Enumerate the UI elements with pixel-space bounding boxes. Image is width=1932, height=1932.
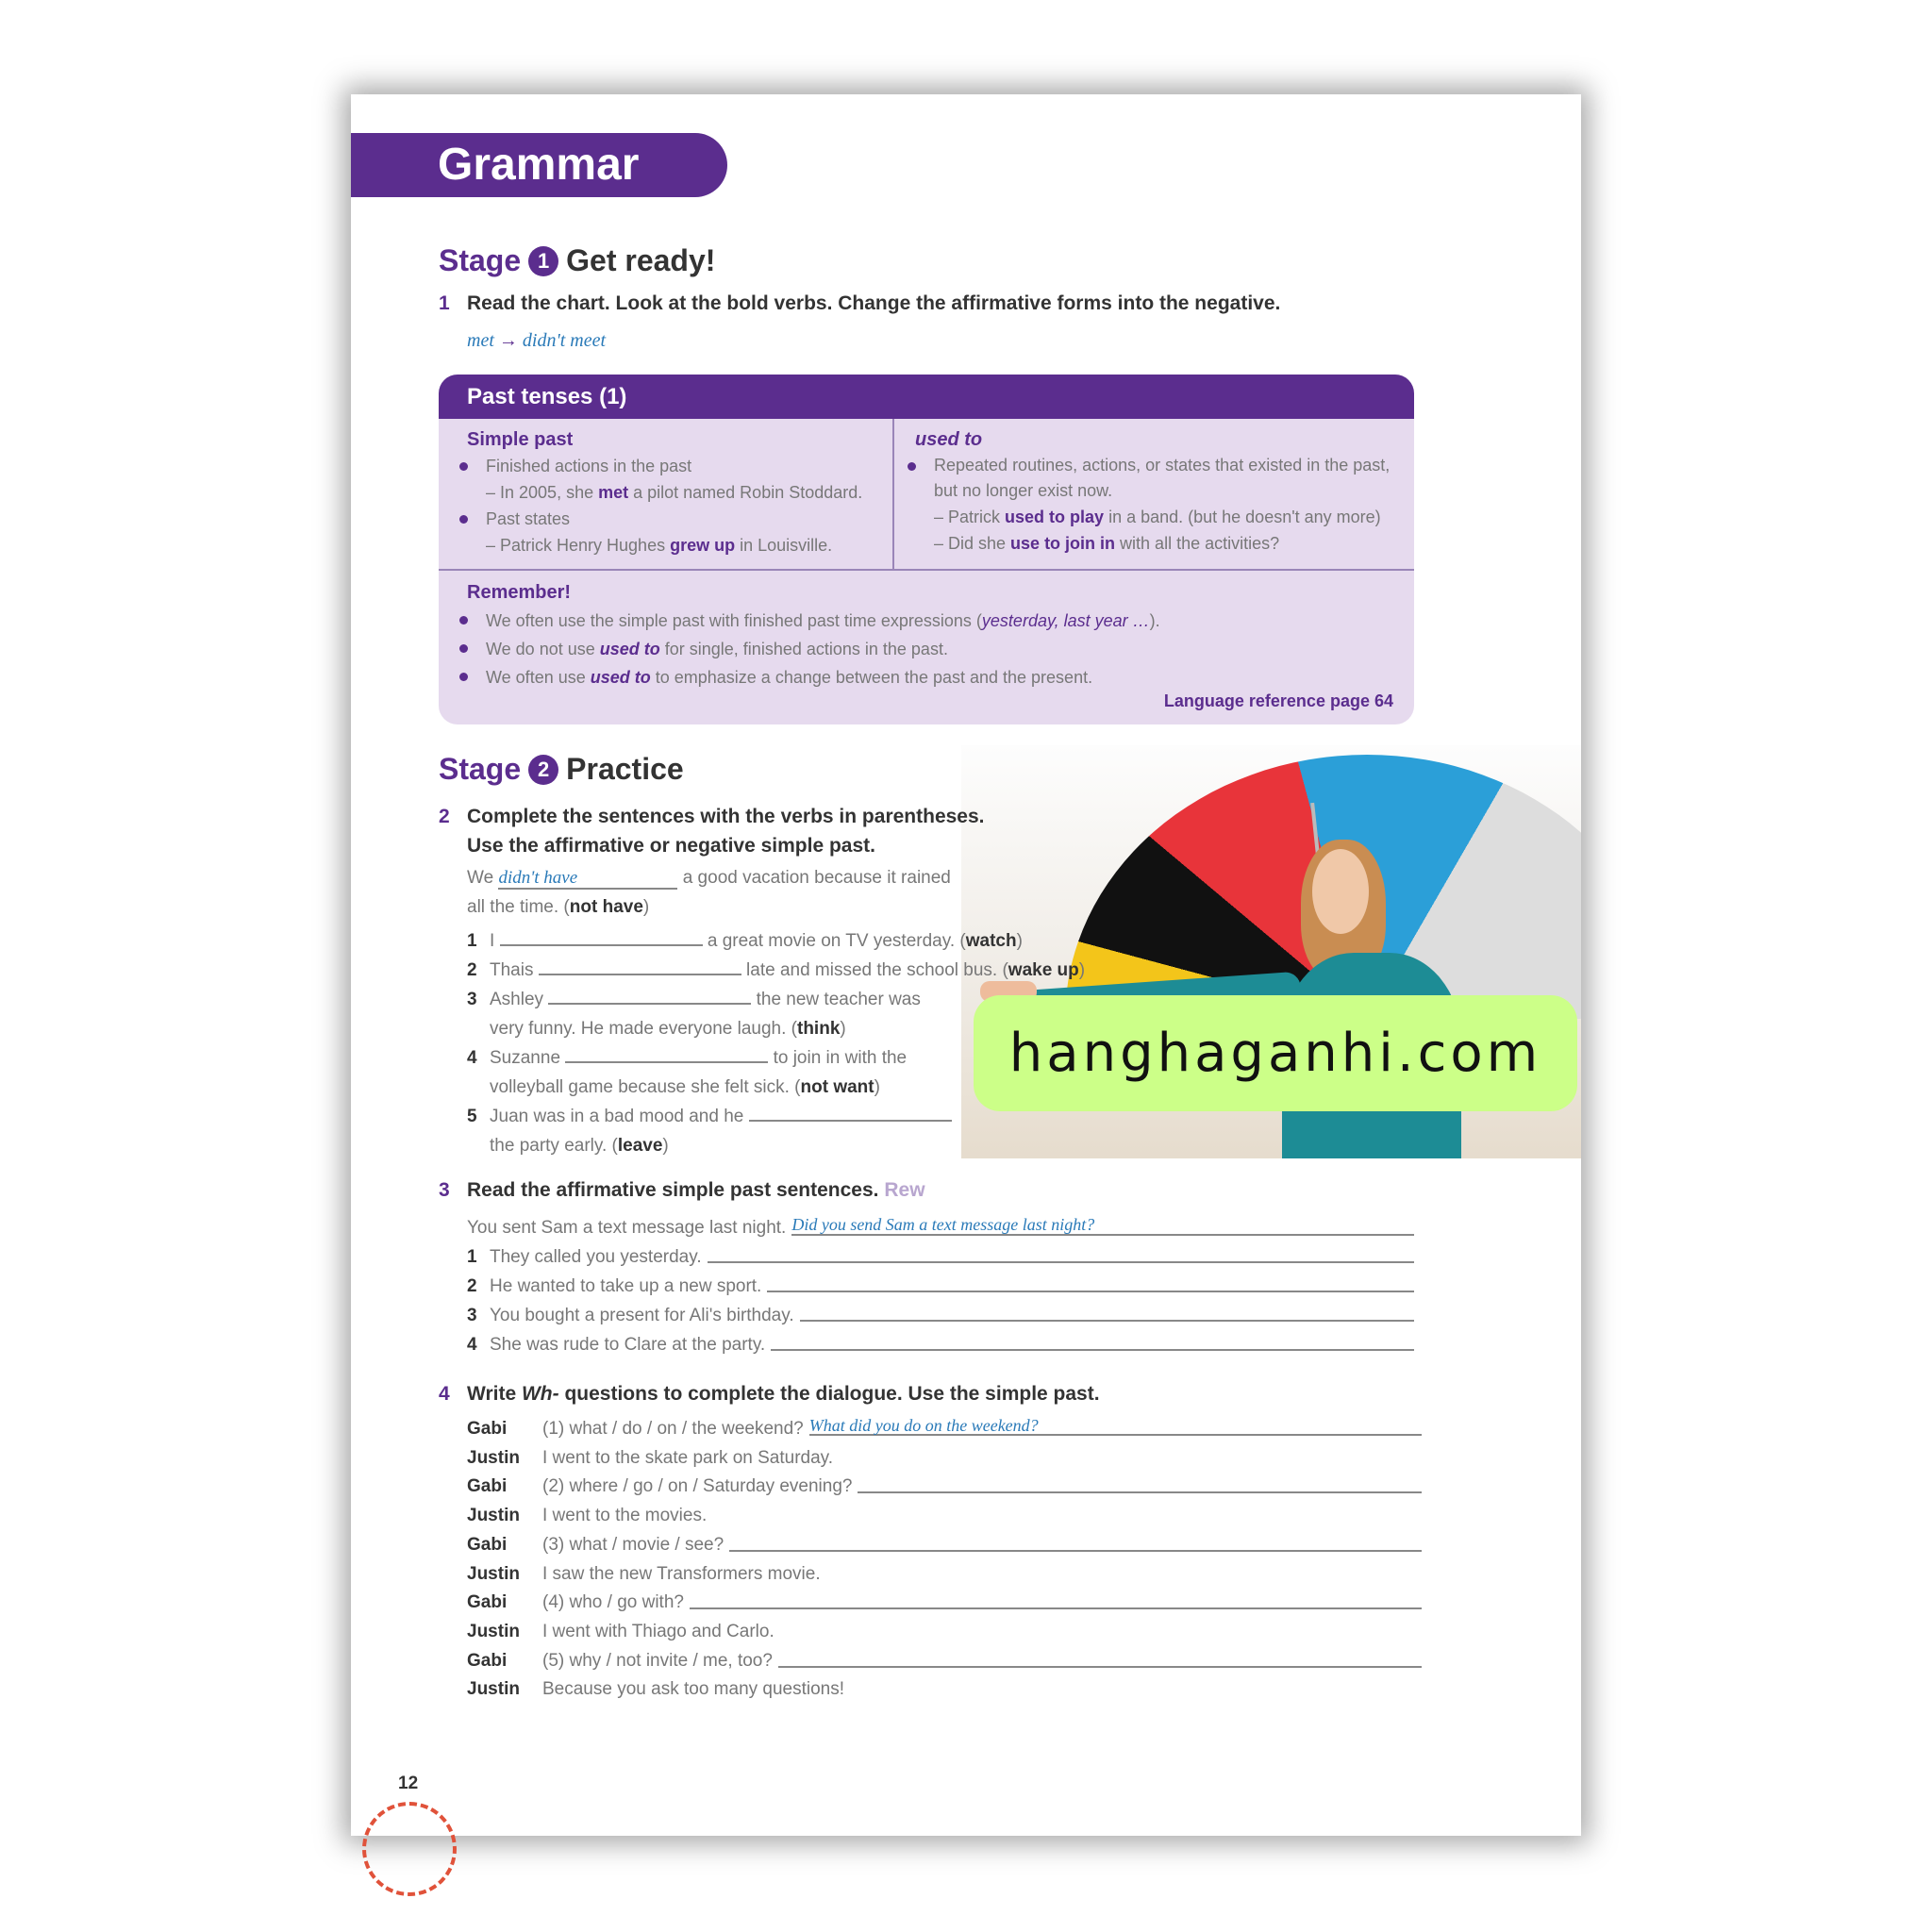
instr-bold: bold	[726, 292, 769, 314]
t: Juan was in a bad mood and he	[490, 1107, 744, 1126]
speaker: Justin	[467, 1679, 520, 1700]
exercise-number: 2	[439, 806, 450, 827]
speaker: Gabi	[467, 1650, 508, 1671]
exercise-item: 4 Suzanne to join in with the volleyball game because she felt sick. (not want)	[467, 1043, 1146, 1102]
t: with all the activities?	[1115, 534, 1280, 553]
t: ).	[1149, 611, 1160, 630]
t: volleyball game because she felt sick. (	[490, 1077, 801, 1097]
prompt: (2) where / go / on / Saturday evening?	[542, 1476, 853, 1497]
t: Wh-	[521, 1383, 559, 1405]
t: Read the affirmative simple past sentences.	[467, 1179, 879, 1201]
t: yesterday, last year …	[981, 611, 1150, 630]
verb: not have	[569, 897, 643, 917]
simple-past-column	[439, 419, 894, 569]
exercise-item: 2 Thais late and missed the school bus. (wake up)	[467, 956, 1146, 985]
t: used to	[599, 640, 660, 658]
t: I	[490, 931, 495, 951]
page-corner-decoration	[362, 1802, 457, 1896]
prompt: (4) who / go with?	[542, 1592, 684, 1613]
prompt: (3) what / movie / see?	[542, 1534, 724, 1555]
t: a good vacation because it rained	[677, 868, 951, 888]
verb: think	[797, 1019, 841, 1039]
speaker: Justin	[467, 1506, 520, 1526]
t: a great movie on TV yesterday. (	[707, 931, 966, 951]
t: Rew	[884, 1179, 925, 1201]
t: Ashley	[490, 990, 544, 1009]
example-from: met	[467, 330, 494, 351]
dialogue-line	[467, 1618, 1422, 1647]
stage-1-heading	[439, 243, 715, 278]
t: to emphasize a change between the past and the present.	[650, 668, 1093, 687]
dialogue-line	[467, 1589, 1422, 1618]
verb: leave	[617, 1136, 663, 1156]
answer-blank[interactable]	[800, 1301, 1414, 1322]
reply: Because you ask too many questions!	[542, 1679, 845, 1700]
speaker: Justin	[467, 1621, 520, 1641]
t: the new teacher was	[756, 990, 921, 1009]
t: very funny. He made everyone laugh. (	[490, 1019, 797, 1039]
answer-blank[interactable]	[690, 1589, 1422, 1609]
n: 4	[467, 1335, 477, 1355]
answer-blank[interactable]	[708, 1242, 1414, 1263]
bullet	[467, 635, 1414, 663]
exercise-item: 3 Ashley the new teacher was very funny. He made everyone laugh. (think)	[467, 985, 1146, 1043]
bullet: Repeated routines, actions, or states that existed in the past, but no longer exist now.	[915, 453, 1414, 504]
instr-text: Read the chart. Look at the	[467, 292, 727, 314]
n: 1	[467, 1247, 477, 1267]
stage-label: Stage	[439, 752, 522, 786]
remember-heading: Remember!	[467, 582, 572, 603]
exercise-1-example	[467, 330, 606, 352]
t: )	[642, 897, 650, 917]
dialogue-line	[467, 1444, 1422, 1474]
grammar-chart-box	[439, 375, 1414, 724]
t: Thais	[490, 960, 534, 980]
chart-title: Past tenses (1)	[439, 375, 1414, 419]
t: to join in with the	[773, 1048, 908, 1068]
answer-blank[interactable]	[771, 1330, 1414, 1351]
stage-2-heading	[439, 752, 684, 787]
example	[915, 504, 1414, 530]
speaker: Justin	[467, 1563, 520, 1584]
dialogue-line	[467, 1675, 1422, 1705]
t: – Patrick Henry Hughes	[486, 536, 671, 555]
answer-blank[interactable]	[548, 988, 751, 1005]
answer-blank[interactable]	[858, 1473, 1422, 1493]
n: 4	[467, 1048, 477, 1068]
exercise-1-instruction	[439, 292, 1280, 315]
verb: wake up	[1008, 960, 1079, 980]
speaker: Gabi	[467, 1592, 508, 1613]
answer-blank[interactable]	[749, 1105, 952, 1122]
section-banner: Grammar	[351, 133, 727, 197]
example-answer: didn't have	[498, 869, 677, 890]
t: questions to complete the dialogue. Use the simple past.	[558, 1383, 1100, 1405]
reply: I went to the skate park on Saturday.	[542, 1447, 834, 1468]
answer-blank[interactable]	[565, 1046, 768, 1063]
arrow-right-icon: →	[498, 330, 518, 351]
t: We	[467, 868, 499, 888]
bullet: Past states	[467, 506, 892, 532]
answer-blank[interactable]	[767, 1272, 1414, 1292]
t: He wanted to take up a new sport.	[490, 1276, 762, 1296]
reply: I went with Thiago and Carlo.	[542, 1621, 774, 1641]
t: used to	[590, 668, 651, 687]
t: Write	[467, 1383, 522, 1405]
verb: watch	[965, 931, 1017, 951]
dialogue-line	[467, 1531, 1422, 1560]
exercise-number: 1	[439, 292, 450, 314]
t: Use the affirmative or negative simple past.	[467, 835, 875, 857]
t: They called you yesterday.	[490, 1247, 702, 1267]
bullet: Finished actions in the past	[467, 453, 892, 479]
t: – In 2005, she	[486, 483, 599, 502]
example	[915, 530, 1414, 557]
n: 3	[467, 1306, 477, 1325]
stage-number-badge: 2	[528, 755, 558, 785]
exercise-item	[467, 1330, 1414, 1359]
exercise-number: 4	[439, 1383, 450, 1405]
answer-blank[interactable]	[500, 929, 703, 946]
dialogue-line	[467, 1473, 1422, 1502]
stage-label: Stage	[439, 243, 522, 277]
t: You sent Sam a text message last night.	[467, 1218, 787, 1238]
exercise-2-instruction	[439, 802, 985, 860]
stage-title: Practice	[566, 752, 684, 786]
n: 1	[467, 931, 477, 951]
bullet	[467, 607, 1414, 635]
t: Complete the sentences with the verbs in parentheses.	[467, 806, 985, 827]
example-answer: What did you do on the weekend?	[809, 1415, 1422, 1436]
verb: not want	[800, 1077, 874, 1097]
exercise-item	[467, 1301, 1414, 1330]
used-to-column	[896, 419, 1414, 569]
speaker: Gabi	[467, 1476, 508, 1497]
answer-blank[interactable]	[729, 1531, 1422, 1552]
t: Suzanne	[490, 1048, 561, 1068]
prompt: (5) why / not invite / me, too?	[542, 1650, 773, 1671]
t: all the time. (	[467, 897, 570, 917]
t: – Did she	[934, 534, 1011, 553]
speaker: Gabi	[467, 1419, 508, 1439]
column-heading: Simple past	[467, 429, 574, 450]
example-to: didn't meet	[522, 330, 607, 351]
exercise-4-instruction	[439, 1383, 1100, 1406]
t: for single, finished actions in the past.	[659, 640, 948, 658]
t: in a band. (but he doesn't any more)	[1104, 508, 1381, 526]
verb: met	[598, 483, 629, 502]
dialogue-line	[467, 1415, 1422, 1444]
t: We often use	[486, 668, 591, 687]
t: We do not use	[486, 640, 600, 658]
exercise-item	[467, 1272, 1414, 1301]
t: late and missed the school bus. (	[746, 960, 1008, 980]
t: a pilot named Robin Stoddard.	[628, 483, 863, 502]
language-reference-link[interactable]: Language reference page 64	[1163, 691, 1393, 710]
verb: use to join in	[1010, 534, 1116, 553]
dialogue-line	[467, 1560, 1422, 1590]
exercise-item: 5 Juan was in a bad mood and he the party early. (leave)	[467, 1102, 1146, 1160]
instr-text: verbs. Change the affirmative forms into the negative.	[768, 292, 1281, 314]
workbook-page	[351, 94, 1581, 1836]
dialogue-line	[467, 1647, 1422, 1676]
n: 3	[467, 990, 477, 1009]
dialogue	[467, 1415, 1422, 1705]
n: 2	[467, 960, 477, 980]
exercise-item: 1 I a great movie on TV yesterday. (watch)	[467, 926, 1146, 956]
answer-blank[interactable]	[778, 1647, 1422, 1668]
exercise-3-body	[467, 1213, 1414, 1359]
dialogue-line	[467, 1502, 1422, 1531]
verb: used to play	[1005, 508, 1105, 526]
t: in Louisville.	[735, 536, 833, 555]
stage-title: Get ready!	[566, 243, 716, 277]
woman-face	[1312, 849, 1369, 934]
verb: grew up	[670, 536, 736, 555]
t: You bought a present for Ali's birthday.	[490, 1306, 794, 1325]
column-heading: used to	[915, 429, 983, 450]
page-number: 12	[398, 1774, 419, 1793]
exercise-number: 3	[439, 1179, 450, 1201]
answer-blank[interactable]	[539, 958, 741, 975]
reply: I went to the movies.	[542, 1506, 708, 1526]
t: the party early. (	[490, 1136, 618, 1156]
reply: I saw the new Transformers movie.	[542, 1563, 821, 1584]
watermark: hanghaganhi.com	[974, 995, 1577, 1111]
t: We often use the simple past with finished past time expressions (	[486, 611, 982, 630]
exercise-item	[467, 1242, 1414, 1272]
bullet	[467, 663, 1414, 691]
t: – Patrick	[934, 508, 1006, 526]
speaker: Gabi	[467, 1534, 508, 1555]
t: She was rude to Clare at the party.	[490, 1335, 766, 1355]
n: 5	[467, 1107, 477, 1126]
exercise-3-instruction	[439, 1179, 925, 1202]
speaker: Justin	[467, 1447, 520, 1468]
example-answer: Did you send Sam a text message last night?	[791, 1213, 1414, 1236]
exercise-2-example	[467, 863, 995, 922]
example	[467, 532, 892, 558]
example-row	[467, 1213, 1414, 1242]
n: 2	[467, 1276, 477, 1296]
stage-number-badge: 1	[528, 246, 558, 276]
prompt: (1) what / do / on / the weekend?	[542, 1419, 804, 1439]
example	[467, 479, 892, 506]
